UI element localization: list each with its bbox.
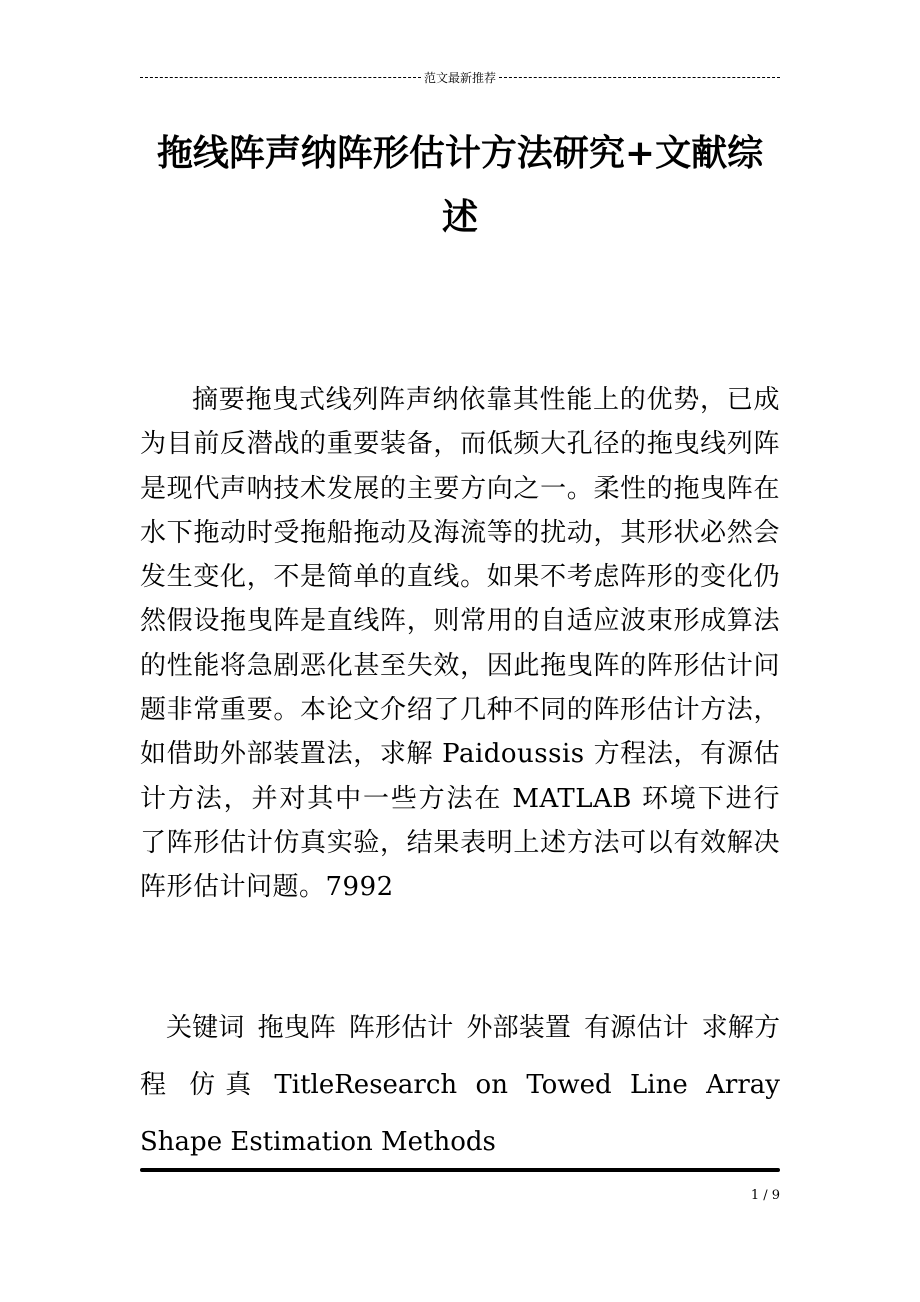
keyword-item: 拖曳阵 xyxy=(257,1013,336,1043)
footer-rule xyxy=(140,1168,780,1172)
keyword-item: 外部装置 xyxy=(466,1013,572,1043)
keyword-item: 有源估计 xyxy=(584,1013,689,1043)
abstract-paragraph: 摘要拖曳式线列阵声纳依靠其性能上的优势，已成为目前反潜战的重要装备，而低频大孔径的拖曳线列阵是现代声呐技术发展的主要方向之一。柔性的拖曳阵在水下拖动时受拖船拖动及海流等的扰动，其形状必然会发生变化，不是简单的直线。如果不考虑阵形的变化仍然假设拖曳阵是直线阵，则常用的自适应波束形成算法的性能将急剧恶化甚至失效，因此拖曳阵的阵形估计问题非常重要。本论文介绍了几种不同的阵形估计方法，如借助外部装置法，求解 Paidoussis 方程法，有源估计方法，并对其中一些方法在 MATLAB 环境下进行了阵形估计仿真实验，结果表明上述方法可以有效解决阵形估计问题。7992 xyxy=(140,385,780,903)
keyword-item: 阵形估计 xyxy=(348,1013,454,1043)
english-title: TitleResearch on Towed Line Array Shape Estimation Methods xyxy=(140,1070,780,1157)
page-number: 1 / 9 xyxy=(750,1188,780,1203)
header-dashes-left xyxy=(140,77,421,78)
keyword-item: 仿真 xyxy=(189,1070,262,1100)
keyword-item: 求解方程 xyxy=(140,1013,780,1100)
keywords-paragraph xyxy=(140,1000,780,1171)
header-dashes-right xyxy=(499,77,780,78)
keywords-label: 关键词 xyxy=(166,1013,245,1043)
document-title: 拖线阵声纳阵形估计方法研究+文献综述 xyxy=(156,133,764,238)
page-header xyxy=(140,66,780,88)
header-label: 范文最新推荐 xyxy=(424,70,497,85)
